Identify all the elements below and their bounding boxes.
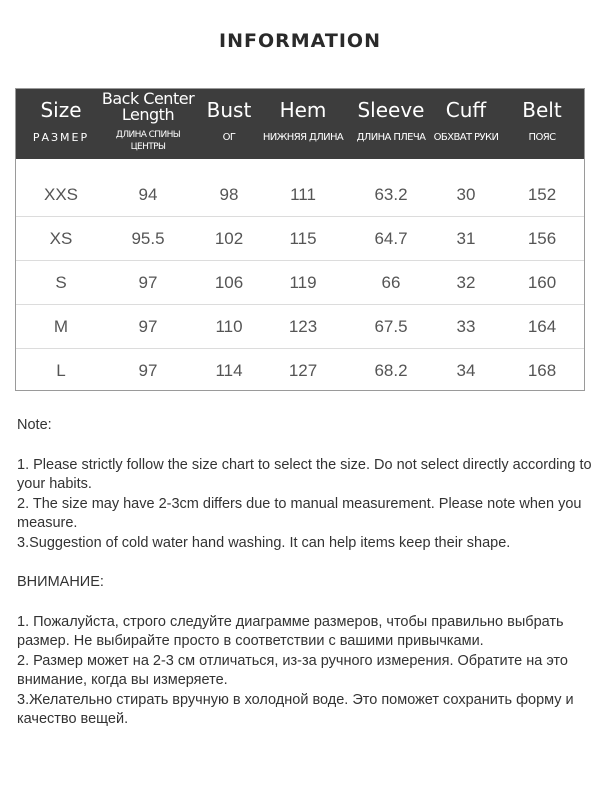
cell-hem: 127 xyxy=(288,361,318,380)
cell-bust: 106 xyxy=(214,273,244,292)
header-back-center-length-sublabel: ДЛИНА СПИНЫ ЦЕНТРЫ xyxy=(115,130,181,152)
cell-belt: 160 xyxy=(527,273,557,292)
header-bust xyxy=(201,89,257,159)
cell-cuff: 30 xyxy=(456,185,476,204)
header-bust-label: Bust xyxy=(206,98,252,122)
cell-bust: 98 xyxy=(219,185,239,204)
cell-belt: 168 xyxy=(527,361,557,380)
notes-ru-item: 1. Пожалуйста, строго следуйте диаграмме размеров, чтобы правильно выбрать размер. Не выбирайте просто в соответствии с вашими привычками. xyxy=(17,613,564,649)
cell-size: S xyxy=(55,273,67,292)
header-bust-sublabel: ОГ xyxy=(222,132,236,143)
cell-back-center-length: 97 xyxy=(138,273,158,292)
header-size xyxy=(26,89,96,159)
notes-en-item: 3.Suggestion of cold water hand washing. It can help items keep their shape. xyxy=(17,534,511,551)
notes-ru-heading: ВНИМАНИЕ: xyxy=(17,574,104,590)
header-size-label: Size xyxy=(40,98,82,122)
header-belt-label: Belt xyxy=(522,98,562,122)
cell-cuff: 31 xyxy=(456,229,476,248)
cell-size: L xyxy=(56,361,66,380)
cell-sleeve: 68.2 xyxy=(374,361,408,380)
cell-belt: 164 xyxy=(527,317,557,336)
notes-ru-item: 3.Желательно стирать вручную в холодной воде. Это поможет сохранить форму и качество вещей. xyxy=(17,691,574,727)
header-size-sublabel: РАЗМЕР xyxy=(32,131,90,144)
header-cuff-label: Cuff xyxy=(445,98,487,122)
header-cuff xyxy=(432,89,500,159)
notes-en-item: 1. Please strictly follow the size chart to select the size. Do not select directly according to your habits. xyxy=(17,456,592,492)
header-back-center-length xyxy=(100,89,196,159)
cell-hem: 115 xyxy=(289,229,317,248)
header-hem-label: Hem xyxy=(279,98,327,122)
header-sleeve-sublabel: ДЛИНА ПЛЕЧА xyxy=(356,132,426,143)
table-row xyxy=(16,173,584,217)
cell-hem: 119 xyxy=(289,273,317,292)
cell-sleeve: 63.2 xyxy=(374,185,408,204)
header-sleeve-label: Sleeve xyxy=(357,98,425,122)
cell-back-center-length: 94 xyxy=(138,185,158,204)
cell-cuff: 34 xyxy=(456,361,476,380)
cell-back-center-length: 97 xyxy=(138,317,158,336)
table-row xyxy=(16,217,584,261)
table-row xyxy=(16,349,584,393)
cell-size: M xyxy=(53,317,69,336)
header-hem-sublabel: НИЖНЯЯ ДЛИНА xyxy=(262,132,344,143)
cell-hem: 111 xyxy=(290,185,316,204)
notes-ru-item: 2. Размер может на 2-3 см отличаться, из-за ручного измерения. Обратите на это внимание, когда вы измеряете. xyxy=(17,652,568,688)
table-row xyxy=(16,305,584,349)
header-hem xyxy=(261,89,345,159)
header-back-center-length-label: Back Center Length xyxy=(101,89,195,124)
cell-back-center-length: 95.5 xyxy=(131,229,165,248)
cell-hem: 123 xyxy=(288,317,318,336)
cell-back-center-length: 97 xyxy=(138,361,158,380)
cell-sleeve: 66 xyxy=(381,273,401,292)
cell-bust: 110 xyxy=(215,317,243,336)
cell-size: XS xyxy=(49,229,73,248)
header-belt xyxy=(510,89,574,159)
notes-en-item: 2. The size may have 2-3cm differs due to manual measurement. Please note when you measure. xyxy=(17,495,582,531)
table-header-row xyxy=(16,89,584,159)
cell-sleeve: 64.7 xyxy=(374,229,408,248)
cell-belt: 156 xyxy=(527,229,557,248)
header-cuff-sublabel: ОБХВАТ РУКИ xyxy=(433,132,499,143)
notes-section xyxy=(17,416,592,730)
table-row xyxy=(16,261,584,305)
cell-belt: 152 xyxy=(527,185,557,204)
cell-bust: 114 xyxy=(215,361,243,380)
cell-sleeve: 67.5 xyxy=(374,317,408,336)
header-belt-sublabel: ПОЯС xyxy=(528,132,556,143)
header-sleeve xyxy=(353,89,429,159)
notes-en-heading: Note: xyxy=(17,417,52,433)
page-title: INFORMATION xyxy=(219,30,381,52)
cell-cuff: 33 xyxy=(456,317,476,336)
cell-size: XXS xyxy=(43,185,79,204)
size-chart-table xyxy=(15,88,585,391)
cell-cuff: 32 xyxy=(456,273,476,292)
cell-bust: 102 xyxy=(214,229,244,248)
